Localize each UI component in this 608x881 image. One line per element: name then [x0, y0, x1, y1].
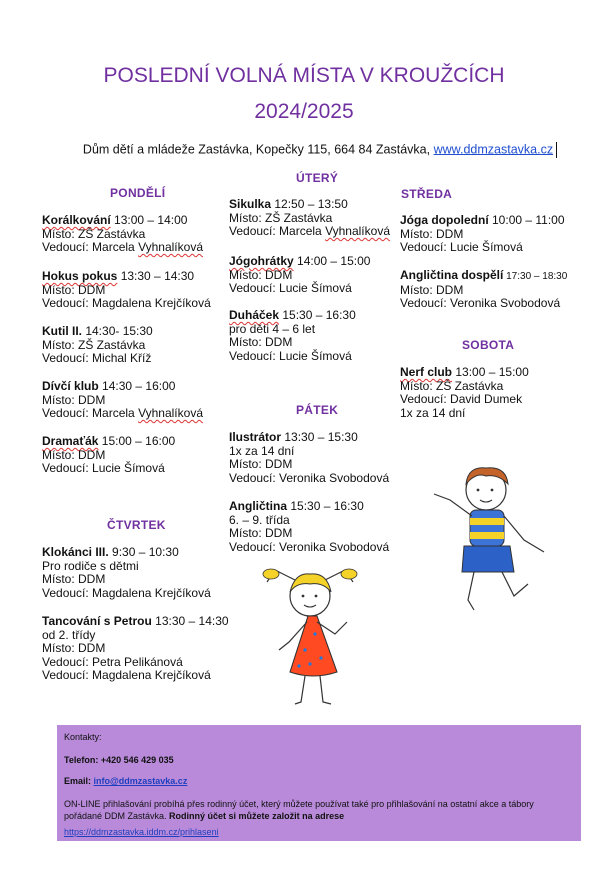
boy-illustration: [428, 460, 553, 620]
online-bold-text: Rodinný účet si můžete založit na adrese: [169, 811, 345, 821]
school-year: 2024/2025: [254, 100, 354, 123]
course-place: Místo: DDM: [42, 282, 106, 297]
contact-heading: Kontakty:: [64, 732, 102, 742]
course-anglictina-dospeli: [400, 269, 567, 311]
contact-online-info: [64, 798, 574, 822]
course-time: 13:30 – 14:30: [117, 269, 195, 283]
course-dramatak: [42, 435, 175, 476]
course-leader: Vedoucí: Lucie Šímová: [229, 348, 352, 363]
day-heading-utery: ÚTERÝ: [296, 171, 339, 185]
course-time: 15:00 – 16:00: [98, 434, 176, 448]
address-line: [0, 142, 608, 158]
course-time: 15:30 – 16:30: [287, 499, 364, 513]
day-heading-pondeli: PONDĚLÍ: [110, 186, 166, 200]
course-leader: Vedoucí: Veronika Svobodová: [229, 470, 390, 485]
course-time: 12:50 – 13:50: [271, 197, 348, 211]
course-koralkovani: [42, 214, 203, 255]
contact-box: [57, 725, 581, 841]
course-leader: Vedoucí: Michal Kříž: [42, 351, 152, 365]
course-name: Klokánci III.: [42, 545, 109, 559]
course-name: Sikulka: [229, 197, 272, 211]
course-time: 9:30 – 10:30: [108, 545, 179, 559]
website-link[interactable]: www.ddmzastavka.cz: [433, 142, 554, 157]
course-leader-surname: Vyhnalíková: [138, 406, 203, 420]
course-joga-dopoledni: [400, 214, 565, 255]
course-name: Ilustrátor: [229, 430, 282, 444]
email-link[interactable]: info@ddmzastavka.cz: [93, 776, 188, 786]
course-time: 13:00 – 14:00: [110, 213, 188, 227]
course-place: Místo: DDM: [400, 226, 464, 241]
course-name: Tancování s Petrou: [42, 614, 152, 628]
course-place: Místo: DDM: [42, 392, 106, 407]
course-place: Místo: ZŠ Zastávka: [42, 337, 146, 352]
course-name: Korálkování: [42, 213, 111, 227]
course-place: Místo: DDM: [400, 282, 464, 297]
course-leader: Vedoucí: David Dumek: [400, 392, 523, 406]
course-time: 13:30 – 15:30: [281, 430, 358, 444]
course-place: Místo: DDM: [42, 447, 106, 462]
course-leader: Vedoucí: Magdalena Krejčíková: [42, 585, 211, 600]
course-leader: Vedoucí: Veronika Svobodová: [400, 296, 561, 310]
course-name: Jóga dopolední: [400, 213, 489, 227]
course-leader: Vedoucí: Lucie Šímová: [229, 281, 352, 295]
course-name: Dramaťák: [42, 434, 99, 448]
course-name: Kutil II.: [42, 324, 82, 338]
day-heading-ctvrtek: ČTVRTEK: [107, 518, 166, 532]
course-note: 1x za 14 dní: [229, 443, 295, 458]
course-place: Místo: ZŠ Zastávka: [229, 210, 333, 225]
course-leader: Vedoucí: Marcela: [229, 224, 326, 238]
course-leader: Vedoucí: Lucie Šímová: [400, 240, 523, 254]
text-cursor: [556, 142, 557, 158]
course-note: Pro rodiče s dětmi: [42, 558, 139, 573]
day-heading-sobota: SOBOTA: [462, 338, 515, 352]
course-time: 15:30 – 16:30: [279, 308, 356, 322]
course-place: Místo: DDM: [229, 335, 293, 349]
page-title: POSLEDNÍ VOLNÁ MÍSTA V KROUŽCÍCH: [103, 64, 505, 87]
course-name: Duháček: [229, 308, 280, 322]
course-name: Angličtina: [229, 499, 288, 513]
email-label: Email:: [64, 776, 94, 786]
course-time: 14:00 – 15:00: [293, 254, 371, 268]
course-place: Místo: DDM: [42, 641, 106, 655]
contact-email-line: [64, 775, 574, 787]
course-note: 6. – 9. třída: [229, 512, 290, 527]
day-heading-streda: STŘEDA: [401, 187, 453, 201]
course-leader: Vedoucí: Magdalena Krejčíková: [42, 668, 211, 682]
course-time: 14:30- 15:30: [82, 324, 153, 338]
course-name: Nerf club: [400, 365, 453, 379]
course-leader: Vedoucí: Magdalena Krejčíková: [42, 296, 211, 310]
course-name: Dívčí klub: [42, 379, 99, 393]
course-time: 14:30 – 16:00: [98, 379, 176, 393]
course-place: Místo: DDM: [42, 572, 106, 586]
contact-phone: Telefon: +420 546 429 035: [64, 755, 174, 765]
course-nerf-club: [400, 366, 529, 420]
course-name: Angličtina dospělí: [400, 268, 504, 282]
course-time: 13:30 – 14:30: [151, 614, 229, 628]
contact-link-line: [64, 826, 574, 838]
course-time: 10:00 – 11:00: [488, 213, 565, 227]
course-leader: Vedoucí: Lucie Šímová: [42, 461, 165, 475]
course-leader-surname: Vyhnalíková: [138, 240, 203, 254]
course-leader: Vedoucí: Marcela: [42, 240, 139, 254]
course-leader: Vedoucí: Petra Pelikánová: [42, 654, 183, 669]
course-note: pro děti 4 – 6 let: [229, 321, 316, 336]
course-note: od 2. třídy: [42, 627, 96, 642]
course-duhacek: [229, 309, 356, 363]
girl-illustration: [255, 562, 365, 712]
course-anglictina: [229, 500, 389, 554]
day-heading-patek: PÁTEK: [296, 403, 339, 417]
course-kutil: [42, 325, 153, 366]
course-ilustrator: [229, 431, 389, 485]
course-place: Místo: ZŠ Zastávka: [42, 226, 146, 241]
course-time: 13:00 – 15:00: [452, 365, 529, 379]
course-jogohratky: [229, 255, 370, 296]
online-text: ON-LINE přihlašování probíhá přes rodinný účet, který můžete používat také pro přihlašování na ostatní akce a tábory pořádané DDM Zastávka.: [64, 799, 534, 821]
course-name: Jógohrátky: [229, 254, 294, 268]
course-place: Místo: DDM: [229, 526, 293, 540]
course-place: Místo: DDM: [229, 457, 293, 471]
course-sikulka: [229, 198, 390, 239]
course-klokanci: [42, 546, 211, 600]
course-time: 17:30 – 18:30: [503, 271, 568, 282]
course-divci-klub: [42, 380, 203, 421]
course-leader: Vedoucí: Marcela: [42, 406, 139, 420]
course-place: Místo: DDM: [229, 267, 293, 282]
course-leader: Vedoucí: Veronika Svobodová: [229, 539, 390, 554]
registration-link[interactable]: https://ddmzastavka.iddm.cz/prihlaseni: [64, 827, 219, 837]
address-text: Dům dětí a mládeže Zastávka, Kopečky 115, 664 84 Zastávka,: [82, 142, 431, 157]
course-leader-surname: Vyhnalíková: [325, 224, 390, 238]
course-place: Místo: ZŠ Zastávka: [400, 378, 504, 393]
course-name: Hokus pokus: [42, 269, 118, 283]
course-hokus-pokus: [42, 270, 211, 311]
course-tancovani: [42, 615, 229, 683]
course-note: 1x za 14 dní: [400, 405, 466, 420]
